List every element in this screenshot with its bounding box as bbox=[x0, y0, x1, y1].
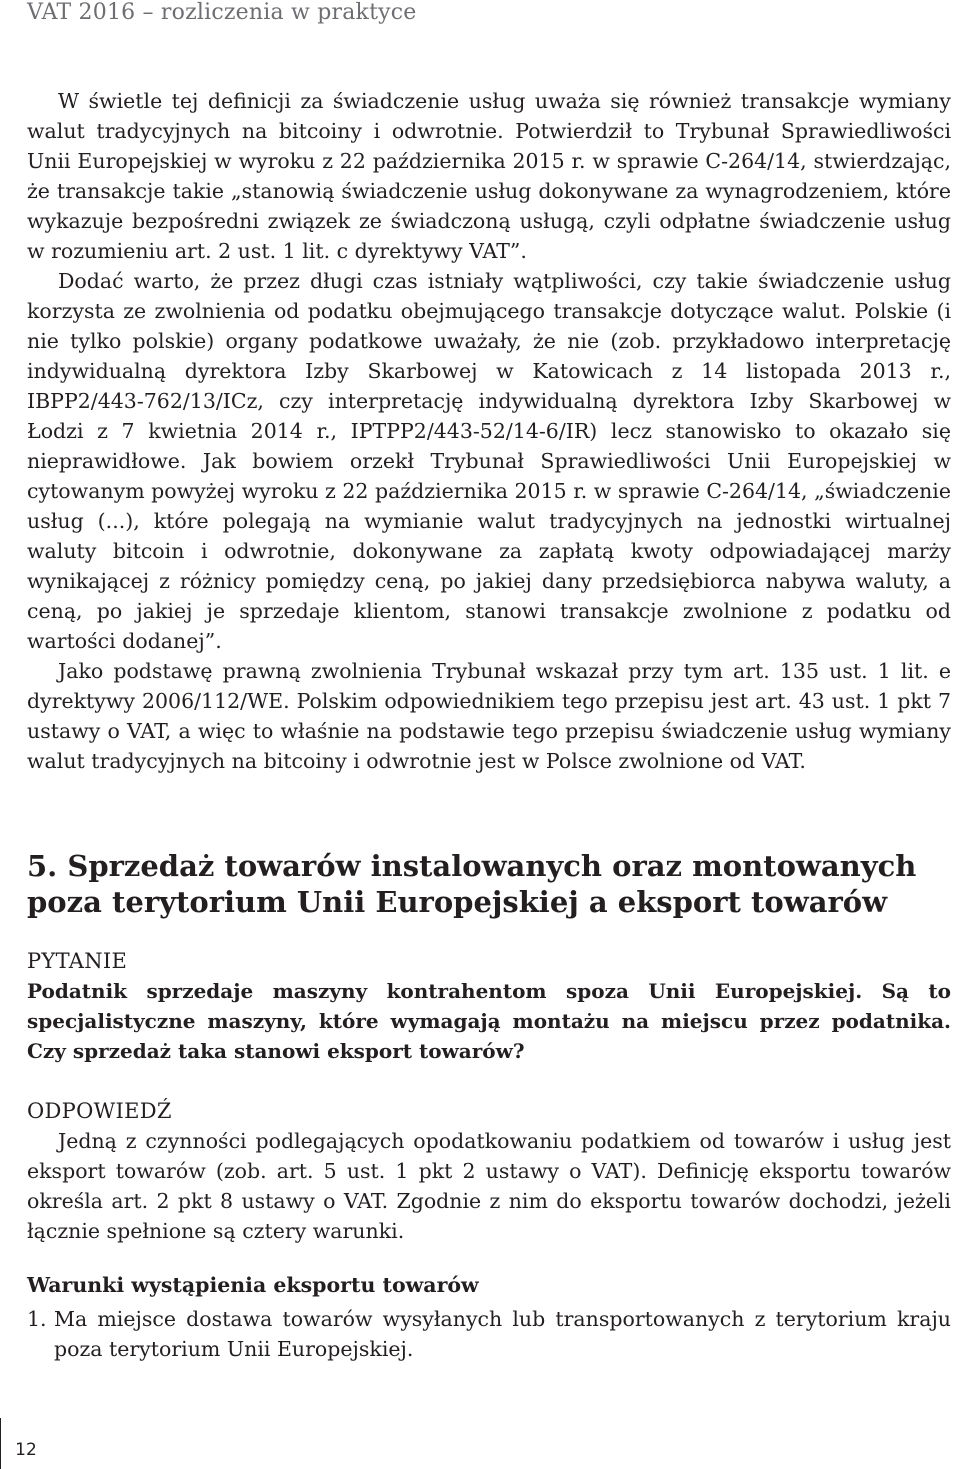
list-item-number: 1. bbox=[27, 1307, 47, 1331]
running-header: VAT 2016 – rozliczenia w praktyce bbox=[27, 0, 417, 25]
page-number: 12 bbox=[15, 1440, 37, 1460]
answer-label: ODPOWIEDŹ bbox=[27, 1099, 172, 1123]
conditions-subheading: Warunki wystąpienia eksportu towarów bbox=[27, 1273, 479, 1297]
list-item bbox=[27, 1304, 951, 1364]
question-label: PYTANIE bbox=[27, 949, 128, 973]
section-heading: 5. Sprzedaż towarów instalowanych oraz montowanych poza terytorium Unii Europejskiej a eksport towarów bbox=[27, 849, 917, 919]
body-paragraph: W świetle tej definicji za świadczenie usług uważa się również transakcje wymiany walut tradycyjnych na bitcoiny i odwrotnie. Potwierdził to Trybunał Sprawiedliwości Unii Europejskiej w wyroku z 22 października 2015 r. w sprawie C-264/14, stwierdzając, że transakcje takie „stanowią świadczenie usług dokonywane za wynagrodzeniem, które wykazuje bezpośredni związek ze świadczoną usługą, czyli odpłatne świadczenie usług w rozumieniu art. 2 ust. 1 lit. c dyrektywy VAT”. bbox=[27, 89, 951, 263]
body-paragraph: Jako podstawę prawną zwolnienia Trybunał wskazał przy tym art. 135 ust. 1 lit. e dyrektywy 2006/112/WE. Polskim odpowiednikiem tego przepisu jest art. 43 ust. 1 pkt 7 ustawy o VAT, a więc to właśnie na podstawie tego przepisu świadczenie usług wymiany walut tradycyjnych na bitcoiny i odwrotnie jest w Polsce zwolnione od VAT. bbox=[27, 659, 951, 773]
list-item-text: Ma miejsce dostawa towarów wysyłanych lub transportowanych z terytorium kraju poza terytorium Unii Europejskiej. bbox=[54, 1307, 951, 1361]
page-content bbox=[27, 86, 951, 1364]
conditions-list bbox=[27, 1304, 951, 1364]
answer-paragraph: Jedną z czynności podlegających opodatkowaniu podatkiem od towarów i usług jest eksport towarów (zob. art. 5 ust. 1 pkt 2 ustawy o VAT). Definicję eksportu towarów określa art. 2 pkt 8 ustawy o VAT. Zgodnie z nim do eksportu towarów dochodzi, jeżeli łącznie spełnione są cztery warunki. bbox=[27, 1129, 951, 1243]
question-text: Podatnik sprzedaje maszyny kontrahentom spoza Unii Europejskiej. Są to specjalistyczne maszyny, które wymagają montażu na miejscu przez podatnika. Czy sprzedaż taka stanowi eksport towarów? bbox=[27, 979, 951, 1063]
body-paragraph: Dodać warto, że przez długi czas istniały wątpliwości, czy takie świadczenie usług korzysta ze zwolnienia od podatku obejmującego transakcje dotyczące walut. Polskie (i nie tylko polskie) organy podatkowe uważały, że nie (zob. przykładowo interpretację indywidualną dyrektora Izby Skarbowej w Katowicach z 14 listopada 2013 r., IBPP2/443-762/13/ICz, czy interpretację indywidualną dyrektora Izby Skarbowej w Łodzi z 7 kwietnia 2014 r., IPTPP2/443-52/14-6/IR) lecz stanowisko to okazało się nieprawidłowe. Jak bowiem orzekł Trybunał Sprawiedliwości Unii Europejskiej w cytowanym powyżej wyroku z 22 października 2015 r. w sprawie C-264/14, „świadczenie usług (...), które polegają na wymianie walut tradycyjnych na jednostki wirtualnej waluty bitcoin i odwrotnie, dokonywane za zapłatą kwoty odpowiadającej marży wynikającej z różnicy pomiędzy ceną, po jakiej dany przedsiębiorca nabywa waluty, a ceną, po jakiej je sprzedaje klientom, stanowi transakcje zwolnione z podatku od wartości dodanej”. bbox=[27, 269, 951, 653]
